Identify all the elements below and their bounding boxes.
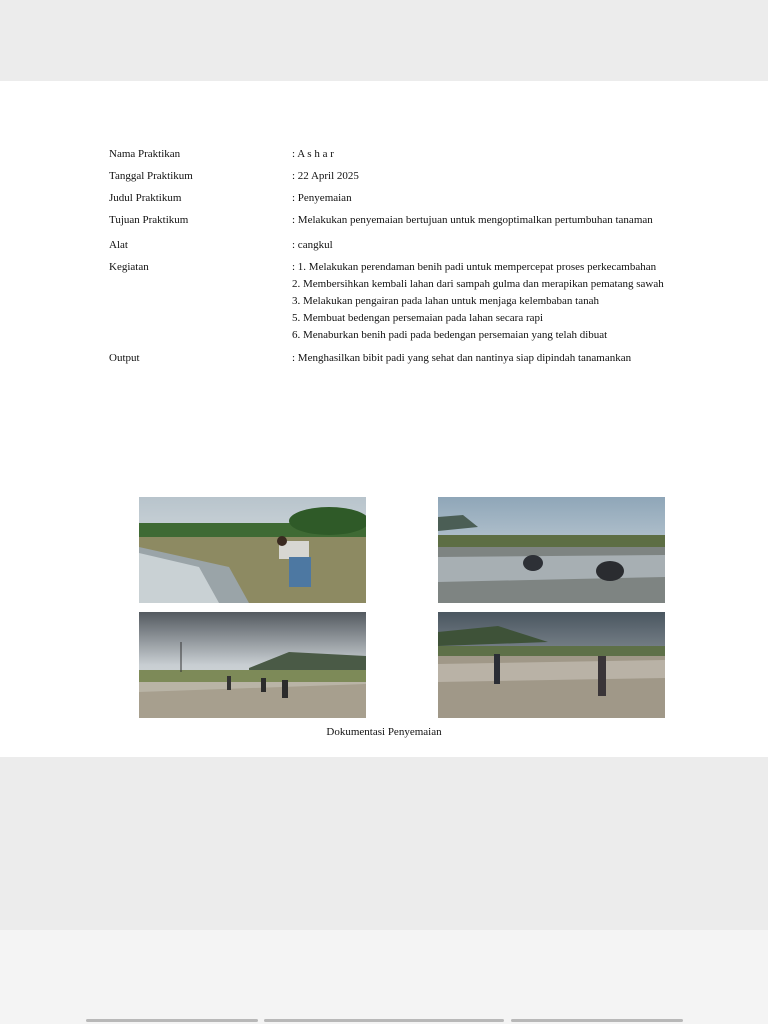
field-alat (109, 237, 696, 253)
field-tujuan (109, 212, 696, 231)
field-judul (109, 190, 696, 206)
viewer-footer (0, 930, 768, 1024)
field-value: : 22 April 2025 (292, 170, 359, 182)
field-tanggal (109, 168, 696, 184)
report-fields (109, 146, 696, 372)
field-value-list (292, 259, 696, 344)
photo-4 (438, 612, 665, 718)
list-item: 5. Membuat bedengan persemaian pada lahan secara rapi (292, 312, 544, 324)
list-item: 3. Melakukan pengairan pada lahan untuk menjaga kelembaban tanah (292, 295, 599, 307)
list-item: 2. Membersihkan kembali lahan dari sampah gulma dan merapikan pematang sawah (292, 278, 664, 290)
page-thumbnail-bar[interactable] (264, 1019, 504, 1022)
field-value: : Melakukan penyemaian bertujuan untuk mengoptimalkan pertumbuhan tanaman (292, 214, 653, 226)
photo-caption: Dokumentasi Penyemaian (326, 726, 442, 738)
page-thumbnail-bar[interactable] (511, 1019, 683, 1022)
field-label: Nama Praktikan (109, 148, 181, 160)
field-nama (109, 146, 696, 162)
field-label: Judul Praktikum (109, 192, 182, 204)
photo-1 (139, 497, 366, 603)
field-value: : cangkul (292, 239, 333, 251)
field-label: Output (109, 352, 140, 364)
photo-3 (139, 612, 366, 718)
field-value: : Menghasilkan bibit padi yang sehat dan nantinya siap dipindah tanamankan (292, 352, 632, 364)
list-item: 6. Menaburkan benih padi pada bedengan persemaian yang telah dibuat (292, 329, 608, 341)
page-thumbnail-bar[interactable] (86, 1019, 258, 1022)
photo-2 (438, 497, 665, 603)
field-label: Tujuan Praktikum (109, 214, 189, 226)
field-kegiatan (109, 259, 696, 344)
field-value: : A s h a r (292, 148, 334, 160)
field-label: Kegiatan (109, 261, 149, 273)
list-item: : 1. Melakukan perendaman benih padi untuk mempercepat proses perkecambahan (292, 261, 657, 273)
field-label: Tanggal Praktikum (109, 170, 193, 182)
field-value: : Penyemaian (292, 192, 352, 204)
document-page (0, 81, 768, 757)
field-label: Alat (109, 239, 128, 251)
field-output (109, 350, 696, 366)
